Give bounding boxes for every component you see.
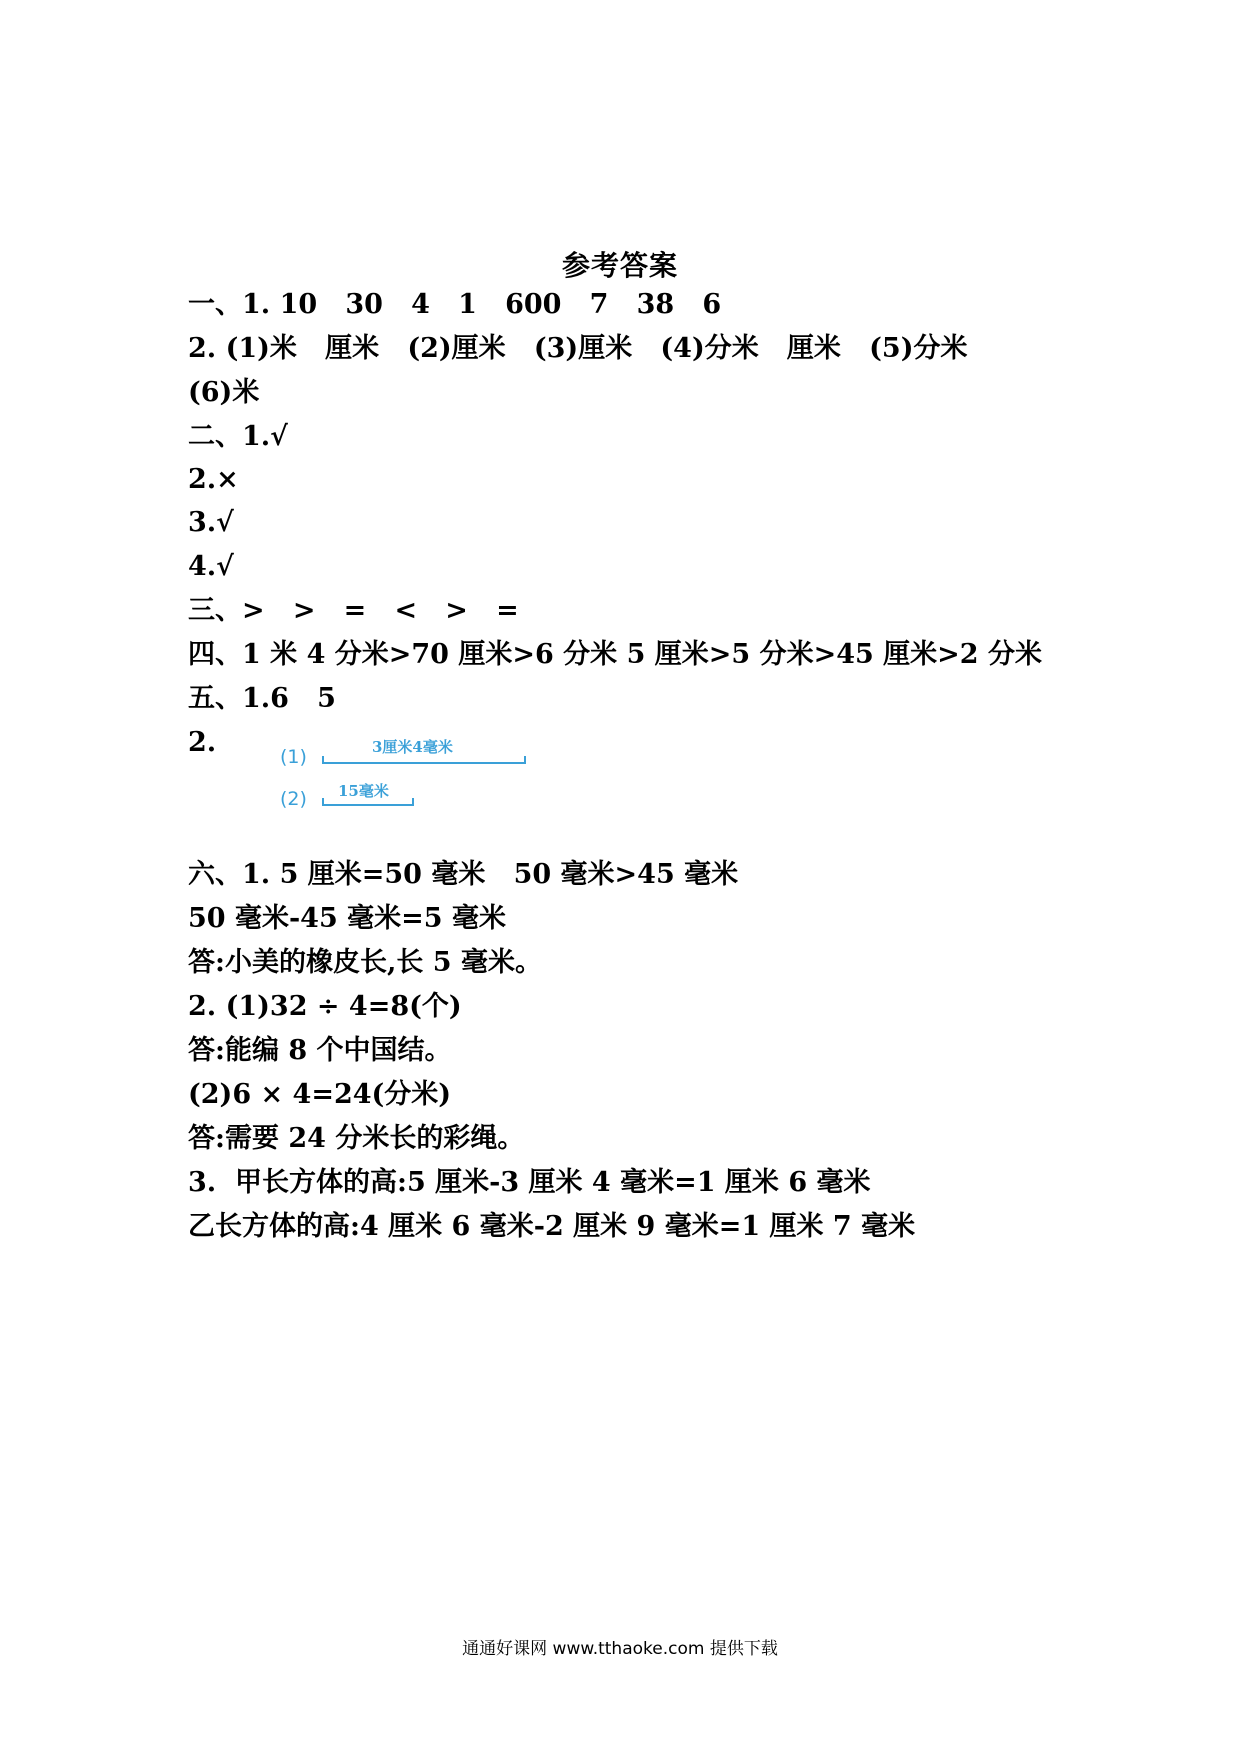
answer-line-1: 一、1. 10 30 4 1 600 7 38 6	[188, 289, 722, 320]
answer-line-2: 2. (1)米 厘米 (2)厘米 (3)厘米 (4)分米 厘米 (5)分米	[188, 333, 968, 364]
answer-line-20: 乙长方体的高:4 厘米 6 毫米-2 厘米 9 毫米=1 厘米 7 毫米	[188, 1211, 916, 1242]
answer-line-13: 50 毫米-45 毫米=5 毫米	[188, 903, 506, 934]
segment-1-line	[322, 756, 526, 764]
answer-line-3: (6)米	[188, 377, 260, 408]
answer-line-7: 4.√	[188, 551, 234, 582]
answer-line-9: 四、1 米 4 分米>70 厘米>6 分米 5 厘米>5 分米>45 厘米>2 分米	[188, 639, 1042, 670]
segment-2-length-text: 15毫米	[338, 782, 389, 800]
segment-1-label: (1)	[280, 746, 307, 768]
answer-line-12: 六、1. 5 厘米=50 毫米 50 毫米>45 毫米	[188, 859, 739, 890]
answer-line-4: 二、1.√	[188, 421, 288, 452]
answer-line-15: 2. (1)32 ÷ 4=8(个)	[188, 991, 462, 1022]
footer-credit: 通通好课网 www.tthaoke.com 提供下载	[462, 1639, 778, 1659]
answer-line-18: 答:需要 24 分米长的彩绳。	[188, 1123, 525, 1154]
answer-line-14: 答:小美的橡皮长,长 5 毫米。	[188, 947, 542, 978]
answer-line-8: 三、> > = < > =	[188, 595, 519, 626]
segment-2-label: (2)	[280, 788, 307, 810]
answer-line-11: 2.	[188, 727, 217, 758]
answer-line-5: 2.×	[188, 464, 239, 495]
answer-line-6: 3.√	[188, 507, 234, 538]
segment-1-length-text: 3厘米4毫米	[372, 738, 453, 756]
page-title: 参考答案	[561, 249, 678, 282]
answer-line-16: 答:能编 8 个中国结。	[188, 1035, 452, 1066]
answer-line-10: 五、1.6 5	[188, 683, 336, 714]
answer-line-17: (2)6 × 4=24(分米)	[188, 1079, 452, 1110]
answer-line-19: 3. 甲长方体的高:5 厘米-3 厘米 4 毫米=1 厘米 6 毫米	[188, 1167, 871, 1198]
segment-2-line	[322, 798, 414, 806]
